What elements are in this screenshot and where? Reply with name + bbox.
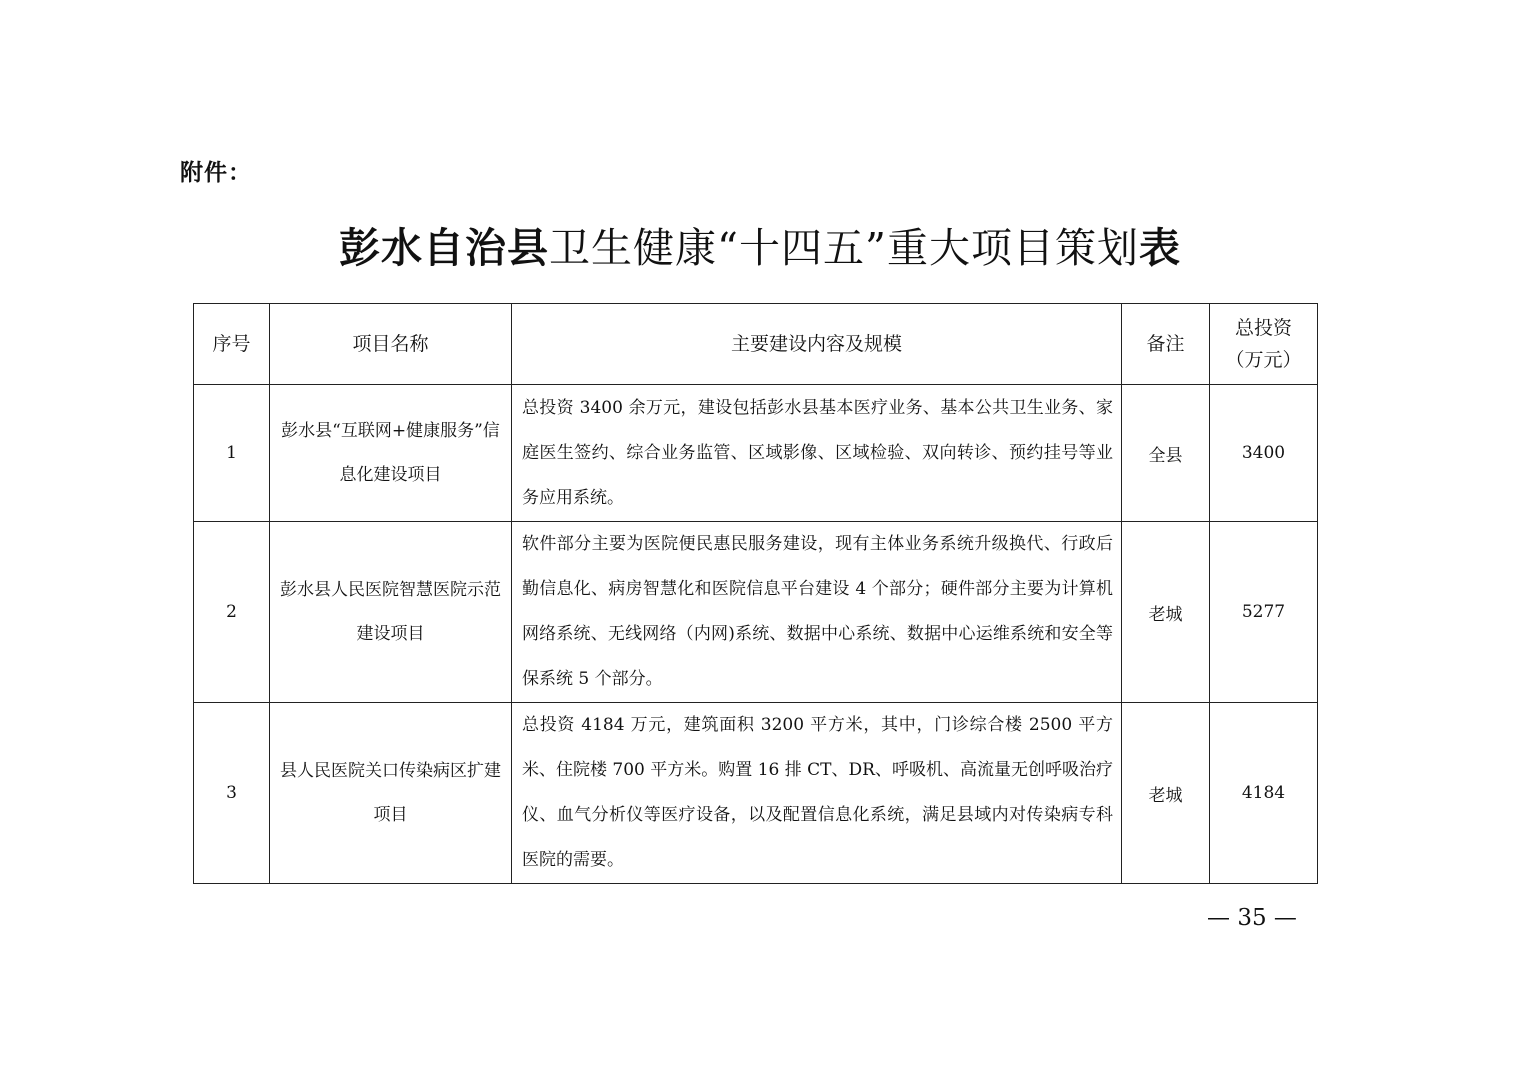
header-investment-line1: 总投资 (1234, 317, 1292, 339)
row-content: 总投资 4184 万元，建筑面积 3200 平方米，其中，门诊综合楼 2500 平方米、住院楼 700 平方米。购置 16 排 CT、DR、呼吸机、高流量无创呼吸治疗仪、血气分析仪等医疗设备，以及配置信息化系统，满足县域内对传染病专科医院的需要。 (512, 703, 1122, 884)
table-header-row (194, 304, 1318, 385)
page-title (0, 222, 1520, 274)
row-index: 3 (194, 703, 270, 884)
row-note: 老城 (1122, 522, 1210, 703)
page-number: — 35 — (1207, 905, 1297, 931)
table-row (194, 703, 1318, 884)
row-index: 1 (194, 385, 270, 522)
row-investment: 3400 (1210, 385, 1318, 522)
row-note: 全县 (1122, 385, 1210, 522)
title-part-2: 卫生健康“十四五”重大项目策划 (549, 224, 1139, 272)
row-content: 总投资 3400 余万元，建设包括彭水县基本医疗业务、基本公共卫生业务、家庭医生签约、综合业务监管、区域影像、区域检验、双向转诊、预约挂号等业务应用系统。 (512, 385, 1122, 522)
row-project-name: 县人民医院关口传染病区扩建项目 (270, 703, 512, 884)
table-row (194, 385, 1318, 522)
header-index: 序号 (194, 304, 270, 385)
title-part-1: 彭水自治县 (339, 224, 550, 272)
table-row (194, 522, 1318, 703)
row-note: 老城 (1122, 703, 1210, 884)
row-project-name: 彭水县“互联网+健康服务”信息化建设项目 (270, 385, 512, 522)
row-index: 2 (194, 522, 270, 703)
title-part-3: 表 (1138, 224, 1181, 272)
header-note: 备注 (1122, 304, 1210, 385)
header-name: 项目名称 (270, 304, 512, 385)
attachment-label: 附件： (180, 160, 252, 186)
header-investment-line2: （万元） (1225, 349, 1302, 371)
header-investment (1210, 304, 1318, 385)
row-investment: 5277 (1210, 522, 1318, 703)
row-investment: 4184 (1210, 703, 1318, 884)
project-table (193, 303, 1318, 884)
row-project-name: 彭水县人民医院智慧医院示范建设项目 (270, 522, 512, 703)
header-content: 主要建设内容及规模 (512, 304, 1122, 385)
row-content: 软件部分主要为医院便民惠民服务建设，现有主体业务系统升级换代、行政后勤信息化、病房智慧化和医院信息平台建设 4 个部分；硬件部分主要为计算机网络系统、无线网络（内网)系统、数据中心系统、数据中心运维系统和安全等保系统 5 个部分。 (512, 522, 1122, 703)
